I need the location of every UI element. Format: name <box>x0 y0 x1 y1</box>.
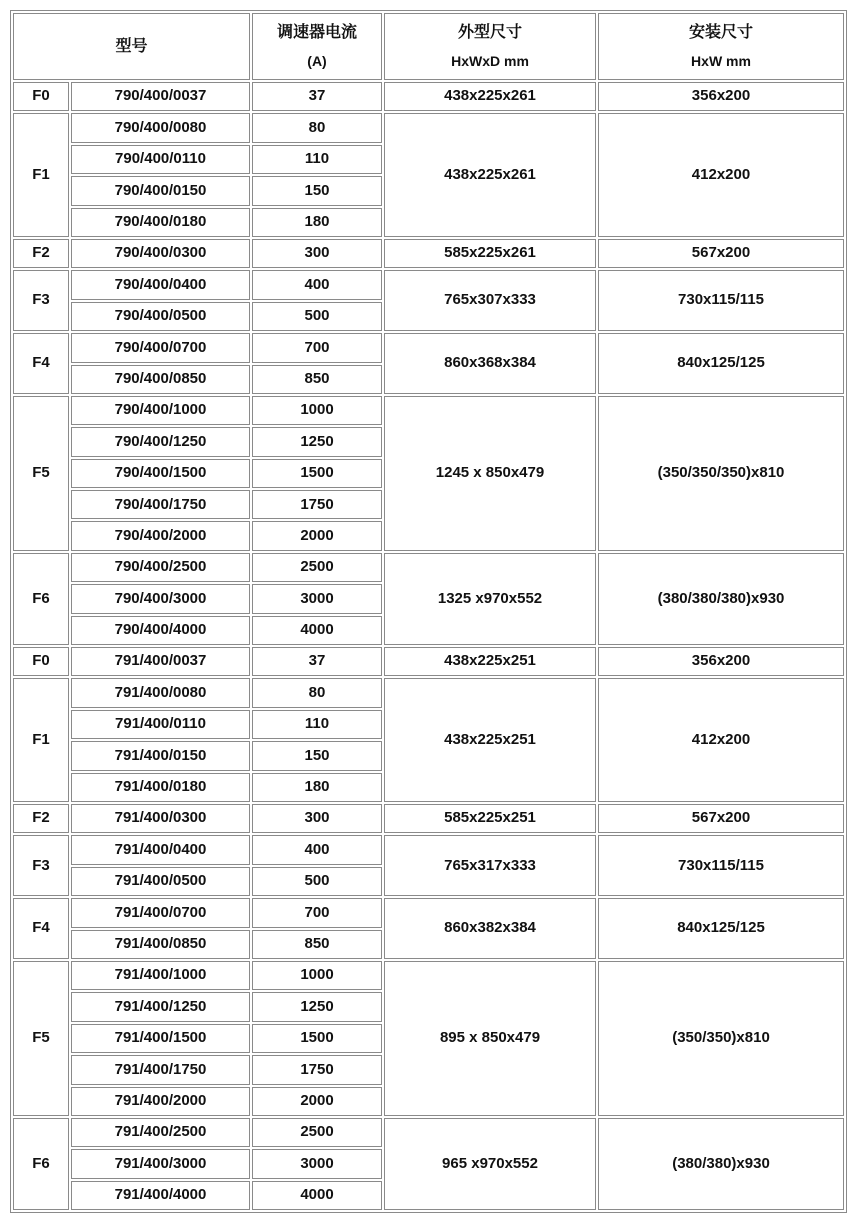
current-cell: 37 <box>252 647 382 676</box>
header-current-line2: (A) <box>307 52 327 69</box>
install-size-cell: 840x125/125 <box>598 333 844 394</box>
current-cell: 400 <box>252 270 382 299</box>
model-cell: 790/400/0080 <box>71 113 250 142</box>
model-cell: 790/400/4000 <box>71 616 250 645</box>
frame-cell: F1 <box>13 678 69 802</box>
model-cell: 791/400/2000 <box>71 1087 250 1116</box>
model-cell: 790/400/1750 <box>71 490 250 519</box>
frame-cell: F0 <box>13 647 69 676</box>
model-cell: 791/400/0150 <box>71 741 250 770</box>
table-row <box>13 835 844 864</box>
current-cell: 500 <box>252 867 382 896</box>
current-cell: 37 <box>252 82 382 111</box>
table-row <box>13 270 844 299</box>
frame-cell: F3 <box>13 270 69 331</box>
frame-cell: F4 <box>13 898 69 959</box>
current-cell: 2500 <box>252 1118 382 1147</box>
model-cell: 790/400/0110 <box>71 145 250 174</box>
model-cell: 791/400/0500 <box>71 867 250 896</box>
current-cell: 400 <box>252 835 382 864</box>
current-cell: 80 <box>252 113 382 142</box>
current-cell: 2500 <box>252 553 382 582</box>
current-cell: 150 <box>252 176 382 205</box>
current-cell: 1250 <box>252 427 382 456</box>
model-cell: 790/400/0300 <box>71 239 250 268</box>
outer-size-cell: 965 x970x552 <box>384 1118 596 1210</box>
current-cell: 4000 <box>252 616 382 645</box>
model-cell: 791/400/0110 <box>71 710 250 739</box>
model-cell: 791/400/0850 <box>71 930 250 959</box>
table-row <box>13 961 844 990</box>
table-row <box>13 333 844 362</box>
install-size-cell: (380/380/380)x930 <box>598 553 844 645</box>
install-size-cell: 730x115/115 <box>598 270 844 331</box>
current-cell: 3000 <box>252 1149 382 1178</box>
install-size-cell: 412x200 <box>598 678 844 802</box>
outer-size-cell: 438x225x261 <box>384 82 596 111</box>
current-cell: 110 <box>252 710 382 739</box>
current-cell: 1500 <box>252 1024 382 1053</box>
header-install <box>598 13 844 80</box>
outer-size-cell: 895 x 850x479 <box>384 961 596 1116</box>
header-model <box>13 13 250 80</box>
current-cell: 700 <box>252 333 382 362</box>
table-row <box>13 113 844 142</box>
current-cell: 180 <box>252 208 382 237</box>
frame-cell: F5 <box>13 961 69 1116</box>
outer-size-cell: 1325 x970x552 <box>384 553 596 645</box>
install-size-cell: (380/380)x930 <box>598 1118 844 1210</box>
model-cell: 791/400/1750 <box>71 1055 250 1084</box>
current-cell: 1000 <box>252 961 382 990</box>
header-outer-line1: 外型尺寸 <box>457 24 522 41</box>
spec-table <box>10 10 847 1213</box>
current-cell: 1500 <box>252 459 382 488</box>
current-cell: 3000 <box>252 584 382 613</box>
table-row <box>13 1118 844 1147</box>
header-current-line1: 调速器电流 <box>276 24 357 41</box>
outer-size-cell: 438x225x251 <box>384 647 596 676</box>
outer-size-cell: 585x225x261 <box>384 239 596 268</box>
current-cell: 2000 <box>252 1087 382 1116</box>
frame-cell: F0 <box>13 82 69 111</box>
frame-cell: F1 <box>13 113 69 237</box>
current-cell: 2000 <box>252 521 382 550</box>
model-cell: 790/400/0400 <box>71 270 250 299</box>
model-cell: 790/400/0180 <box>71 208 250 237</box>
current-cell: 850 <box>252 365 382 394</box>
outer-size-cell: 765x317x333 <box>384 835 596 896</box>
model-cell: 791/400/2500 <box>71 1118 250 1147</box>
model-cell: 791/400/0300 <box>71 804 250 833</box>
model-cell: 790/400/1500 <box>71 459 250 488</box>
header-install-line2: HxW mm <box>691 52 751 69</box>
header-current <box>252 13 382 80</box>
current-cell: 1750 <box>252 1055 382 1084</box>
model-cell: 791/400/1500 <box>71 1024 250 1053</box>
current-cell: 1250 <box>252 992 382 1021</box>
model-cell: 791/400/4000 <box>71 1181 250 1210</box>
header-model-label: 型号 <box>115 37 148 55</box>
model-cell: 791/400/0180 <box>71 773 250 802</box>
current-cell: 180 <box>252 773 382 802</box>
model-cell: 791/400/0080 <box>71 678 250 707</box>
model-cell: 790/400/0700 <box>71 333 250 362</box>
install-size-cell: (350/350/350)x810 <box>598 396 844 551</box>
model-cell: 790/400/0500 <box>71 302 250 331</box>
model-cell: 790/400/2500 <box>71 553 250 582</box>
current-cell: 4000 <box>252 1181 382 1210</box>
frame-cell: F2 <box>13 239 69 268</box>
outer-size-cell: 438x225x261 <box>384 113 596 237</box>
model-cell: 790/400/0150 <box>71 176 250 205</box>
current-cell: 300 <box>252 239 382 268</box>
model-cell: 790/400/1000 <box>71 396 250 425</box>
install-size-cell: (350/350)x810 <box>598 961 844 1116</box>
model-cell: 791/400/1250 <box>71 992 250 1021</box>
table-row <box>13 678 844 707</box>
install-size-cell: 356x200 <box>598 82 844 111</box>
header-install-line1: 安装尺寸 <box>688 24 753 41</box>
table-row <box>13 396 844 425</box>
model-cell: 791/400/1000 <box>71 961 250 990</box>
frame-cell: F5 <box>13 396 69 551</box>
outer-size-cell: 860x368x384 <box>384 333 596 394</box>
model-cell: 791/400/0037 <box>71 647 250 676</box>
frame-cell: F6 <box>13 553 69 645</box>
table-row <box>13 82 844 111</box>
outer-size-cell: 585x225x251 <box>384 804 596 833</box>
current-cell: 150 <box>252 741 382 770</box>
install-size-cell: 567x200 <box>598 239 844 268</box>
model-cell: 790/400/0037 <box>71 82 250 111</box>
install-size-cell: 356x200 <box>598 647 844 676</box>
header-outer <box>384 13 596 80</box>
table-row <box>13 804 844 833</box>
install-size-cell: 567x200 <box>598 804 844 833</box>
spec-table-body <box>13 13 844 1210</box>
table-row <box>13 553 844 582</box>
install-size-cell: 730x115/115 <box>598 835 844 896</box>
table-row <box>13 898 844 927</box>
outer-size-cell: 860x382x384 <box>384 898 596 959</box>
table-row <box>13 239 844 268</box>
table-row <box>13 647 844 676</box>
model-cell: 791/400/0400 <box>71 835 250 864</box>
header-outer-line2: HxWxD mm <box>451 52 529 69</box>
model-cell: 791/400/3000 <box>71 1149 250 1178</box>
current-cell: 80 <box>252 678 382 707</box>
frame-cell: F3 <box>13 835 69 896</box>
current-cell: 110 <box>252 145 382 174</box>
model-cell: 791/400/0700 <box>71 898 250 927</box>
frame-cell: F6 <box>13 1118 69 1210</box>
frame-cell: F4 <box>13 333 69 394</box>
outer-size-cell: 1245 x 850x479 <box>384 396 596 551</box>
frame-cell: F2 <box>13 804 69 833</box>
current-cell: 1000 <box>252 396 382 425</box>
current-cell: 300 <box>252 804 382 833</box>
model-cell: 790/400/3000 <box>71 584 250 613</box>
model-cell: 790/400/2000 <box>71 521 250 550</box>
model-cell: 790/400/1250 <box>71 427 250 456</box>
current-cell: 700 <box>252 898 382 927</box>
install-size-cell: 840x125/125 <box>598 898 844 959</box>
header-row <box>13 13 844 80</box>
current-cell: 1750 <box>252 490 382 519</box>
outer-size-cell: 765x307x333 <box>384 270 596 331</box>
install-size-cell: 412x200 <box>598 113 844 237</box>
model-cell: 790/400/0850 <box>71 365 250 394</box>
current-cell: 850 <box>252 930 382 959</box>
current-cell: 500 <box>252 302 382 331</box>
outer-size-cell: 438x225x251 <box>384 678 596 802</box>
